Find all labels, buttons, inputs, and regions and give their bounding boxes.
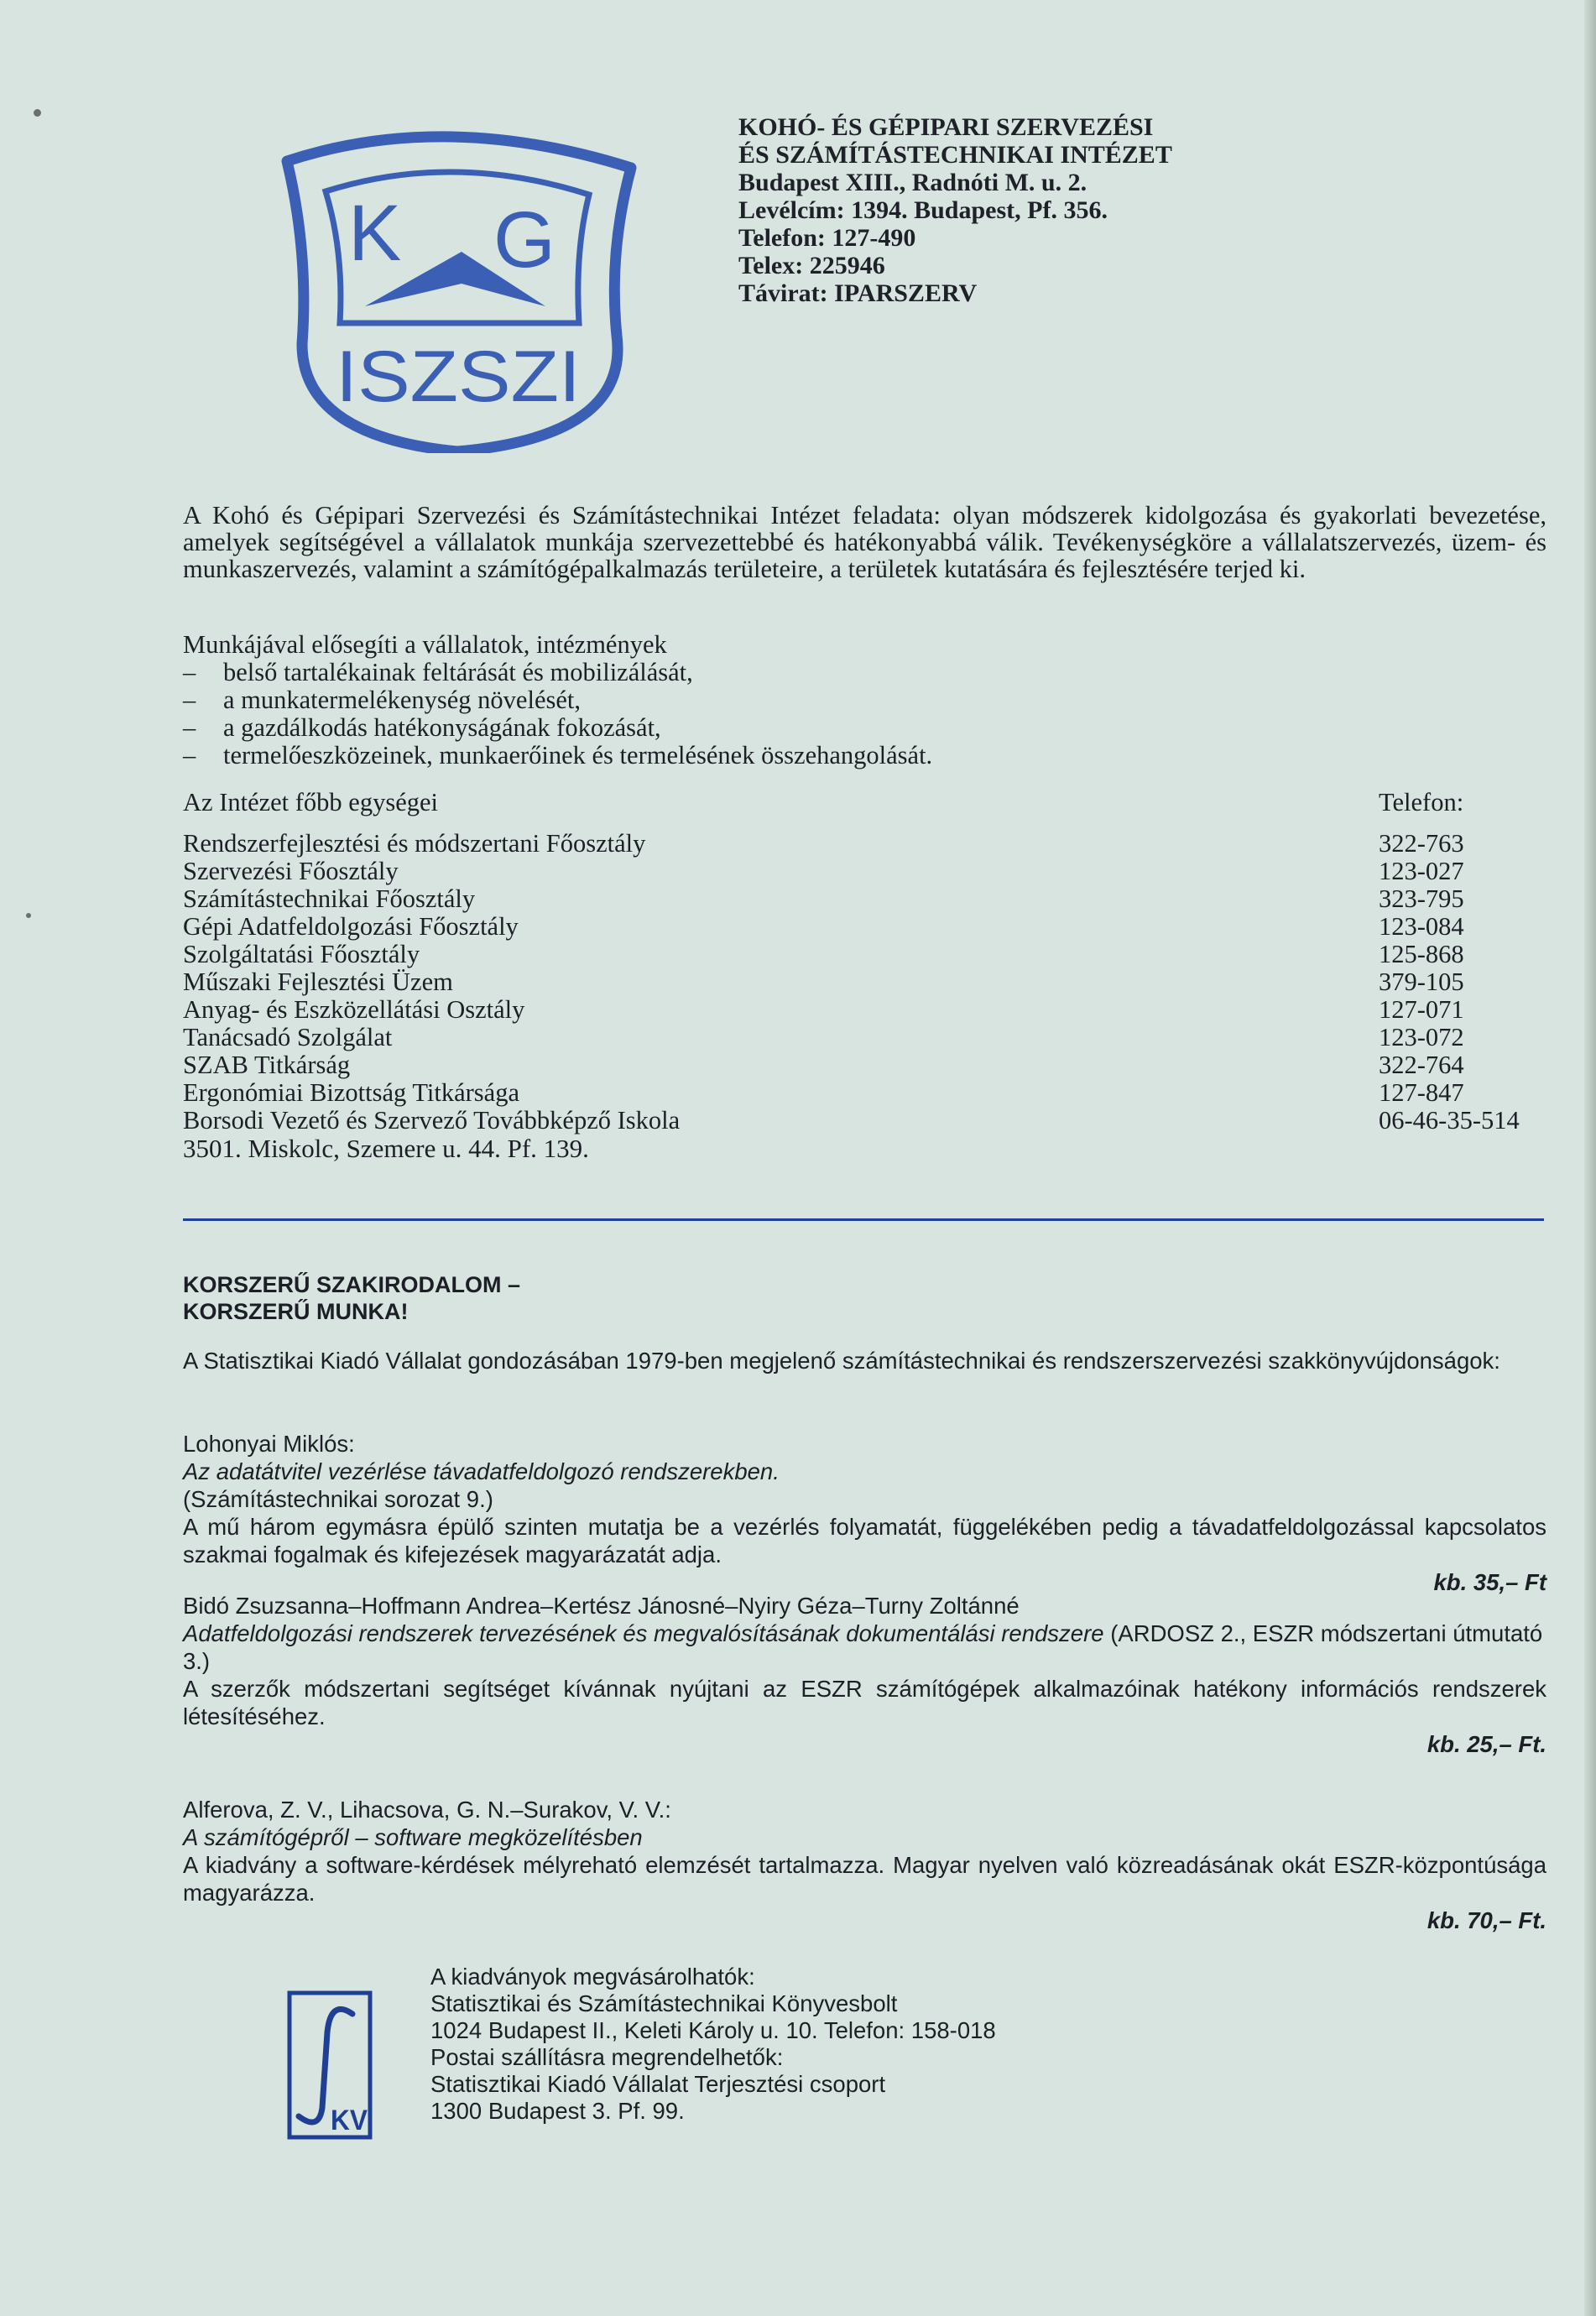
institute-header [738,113,1326,307]
unit-name: Anyag- és Eszközellátási Osztály [183,995,525,1024]
phone-heading: Telefon: [1379,788,1464,816]
book-title: A számítógépről – software megközelítésben [183,1824,643,1850]
speck [26,913,31,918]
unit-phone: 127-071 [1379,995,1464,1024]
shop-line: Statisztikai és Számítástechnikai Könyvesbolt [430,1990,898,2016]
skv-logo-text: KV [331,2105,368,2136]
units-table [183,789,1546,1162]
logo-acronym: ISZSZI [336,336,581,417]
unit-row [183,1051,1546,1079]
dash: – [183,713,196,742]
promo-title [183,1271,520,1325]
unit-name: Borsodi Vezető és Szervező Továbbképző Iskola [183,1106,681,1135]
book-description: A kiadvány a software-kérdések mélyreható elemzését tartalmazza. Magyar nyelven való közreadásának okát ESZR-központúsága magyarázza. [183,1852,1546,1906]
unit-row [183,968,1546,996]
promo-title-line2: KORSZERŰ MUNKA! [183,1299,409,1324]
work-item [183,714,1546,742]
promo-intro: A Statisztikai Kiadó Vállalat gondozásában 1979-ben megjelenő számítástechnikai és rendszerszervezési szakkönyvújdonságok: [183,1348,1500,1374]
work-item-text: belső tartalékainak feltárását és mobilizálását, [223,658,693,686]
institute-logo [277,117,642,453]
unit-phone: 125-868 [1379,940,1464,968]
work-item [183,659,1546,686]
shop-line: A kiadványok megvásárolhatók: [430,1964,755,1990]
work-item-text: a munkatermelékenység növelését, [223,686,581,714]
intro-section [183,502,1546,582]
unit-phone: 06-46-35-514 [1379,1106,1520,1135]
unit-name: Számítástechnikai Főosztály [183,884,476,913]
unit-phone: 123-027 [1379,857,1464,885]
skv-logo [287,1990,373,2140]
unit-phone: 322-764 [1379,1051,1464,1079]
units-heading: Az Intézet főbb egységei [183,788,439,816]
institute-name-line1: KOHÓ- ÉS GÉPIPARI SZERVEZÉSI [738,113,1154,141]
book-price: kb. 25,– Ft. [1426,1731,1546,1757]
unit-row [183,1107,1546,1135]
unit-phone: 379-105 [1379,968,1464,996]
work-item-text: a gazdálkodás hatékonyságának fokozását, [223,713,661,742]
book-series: (ARDOSZ 2., ESZR módszertani útmutató 3.) [183,1620,1543,1674]
institute-name-line2: ÉS SZÁMÍTÁSTECHNIKAI INTÉZET [738,141,1172,169]
logo-letter-g: G [493,196,555,284]
shop-line: Statisztikai Kiadó Vállalat Terjesztési csoport [430,2071,886,2097]
unit-row [183,858,1546,885]
logo-letter-k: K [348,189,402,278]
unit-name: Ergonómiai Bizottság Titkársága [183,1078,519,1107]
book-authors: Bidó Zsuzsanna–Hoffmann Andrea–Kertész Jánosné–Nyiry Géza–Turny Zoltánné [183,1593,1020,1619]
page-edge [1584,0,1596,2316]
unit-row [183,913,1546,941]
dash: – [183,741,196,769]
unit-name: SZAB Titkárság [183,1051,351,1079]
unit-name: Szervezési Főosztály [183,857,399,885]
unit-name: Rendszerfejlesztési és módszertani Főosztály [183,829,646,858]
book-entry [183,1430,1546,1596]
school-address: 3501. Miskolc, Szemere u. 44. Pf. 139. [183,1134,589,1163]
book-price: kb. 35,– Ft [1433,1569,1546,1595]
dash: – [183,686,196,714]
work-item [183,742,1546,769]
unit-name: Szolgáltatási Főosztály [183,940,420,968]
book-entry [183,1592,1546,1758]
intro-paragraph: A Kohó és Gépipari Szervezési és Számítástechnikai Intézet feladata: olyan módszerek kidolgozása és gyakorlati bevezetése, amelyek segítségével a vállalatok munkája szervezettebbé és hatékonyabbá válik. Tevékenységköre a vállalatszervezés, üzem- és munkaszervezés, valamint a számítógépalkalmazás területeire, a területek kutatására és fejlesztésére terjed ki. [183,501,1546,583]
shop-line: 1300 Budapest 3. Pf. 99. [430,2098,685,2124]
unit-name: Tanácsadó Szolgálat [183,1023,393,1051]
book-authors: Alferova, Z. V., Lihacsova, G. N.–Surakov, V. V.: [183,1797,671,1823]
unit-row [183,996,1546,1024]
book-series: (Számítástechnikai sorozat 9.) [183,1486,493,1512]
shop-line: 1024 Budapest II., Keleti Károly u. 10. Telefon: 158-018 [430,2017,996,2043]
work-lead: Munkájával elősegíti a vállalatok, intézmények [183,630,667,659]
unit-phone: 127-847 [1379,1078,1464,1107]
unit-phone: 123-084 [1379,912,1464,941]
shop-info [430,1964,1270,2125]
institute-address: Budapest XIII., Radnóti M. u. 2. [738,169,1087,196]
book-authors: Lohonyai Miklós: [183,1431,355,1457]
unit-row [183,941,1546,968]
shop-line: Postai szállításra megrendelhetők: [430,2044,784,2070]
institute-mail: Levélcím: 1394. Budapest, Pf. 356. [738,196,1108,224]
book-description: A mű három egymásra épülő szinten mutatja be a vezérlés folyamatát, függelékében pedig a távadatfeldolgozással kapcsolatos szakmai fogalmak és kifejezések magyarázatát adja. [183,1514,1546,1567]
work-item-text: termelőeszközeinek, munkaerőinek és termelésének összehangolását. [223,741,933,769]
unit-name: Műszaki Fejlesztési Üzem [183,968,453,996]
book-title: Adatfeldolgozási rendszerek tervezésének és megvalósításának dokumentálási rendszere [183,1620,1104,1646]
unit-row [183,885,1546,913]
book-price: kb. 70,– Ft. [1426,1907,1546,1933]
unit-row [183,830,1546,858]
unit-phone: 123-072 [1379,1023,1464,1051]
institute-telegram: Távirat: IPARSZERV [738,279,978,307]
unit-name: Gépi Adatfeldolgozási Főosztály [183,912,519,941]
unit-phone: 322-763 [1379,829,1464,858]
book-description: A szerzők módszertani segítséget kívánnak nyújtani az ESZR számítógépek alkalmazóinak hatékony információs rendszerek létesítéséhez. [183,1676,1546,1729]
speck [34,109,41,117]
institute-telex: Telex: 225946 [738,252,885,279]
unit-phone: 323-795 [1379,884,1464,913]
unit-row [183,1024,1546,1051]
work-section [183,631,1546,769]
work-item [183,686,1546,714]
institute-phone: Telefon: 127-490 [738,224,916,252]
section-divider [183,1218,1544,1221]
unit-row [183,1079,1546,1107]
book-entry [183,1796,1546,1934]
book-title: Az adatátvitel vezérlése távadatfeldolgozó rendszerekben. [183,1458,780,1484]
units-header [183,789,1546,816]
promo-title-line1: KORSZERŰ SZAKIRODALOM – [183,1272,521,1297]
dash: – [183,658,196,686]
